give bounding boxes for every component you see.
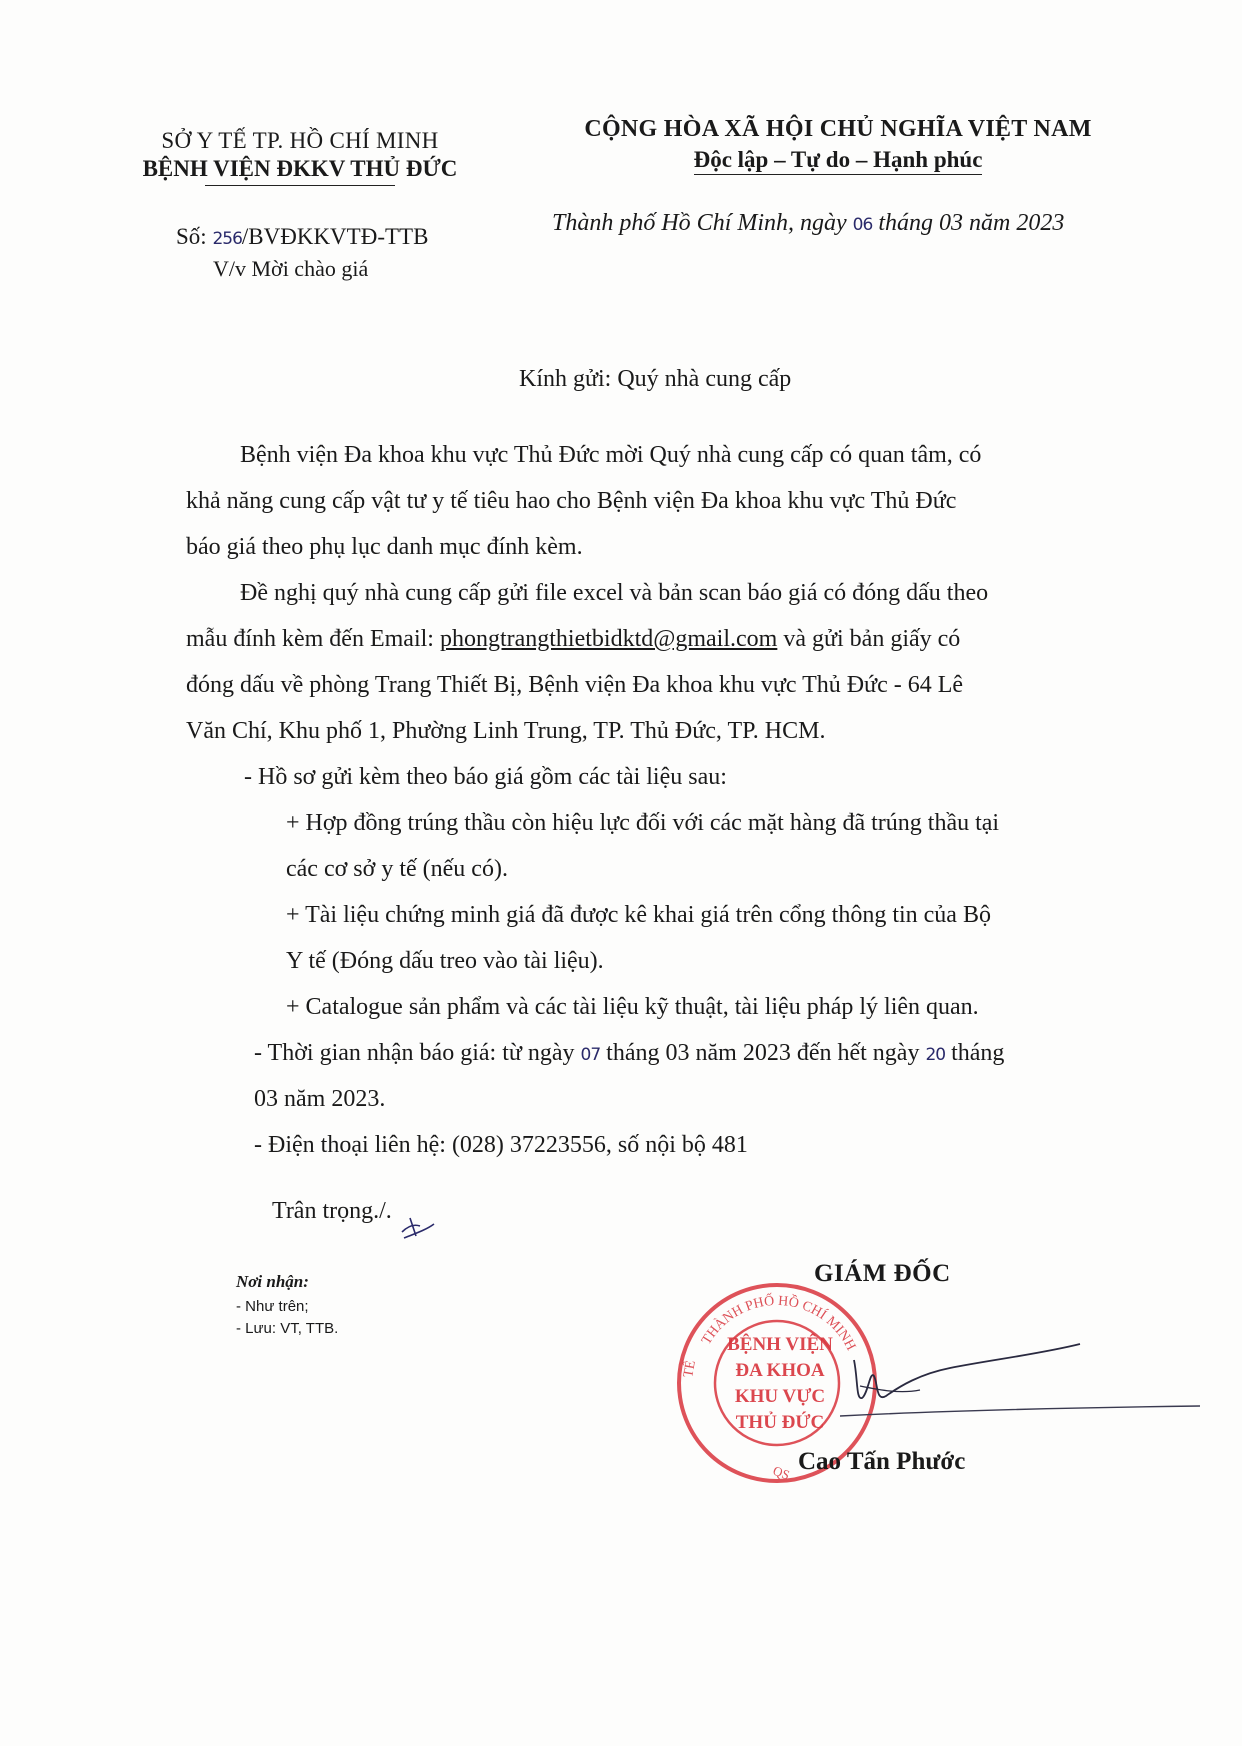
signer-name: Cao Tấn Phước — [798, 1448, 966, 1475]
closing: Trân trọng./. — [272, 1198, 392, 1224]
document-subject: V/v Mời chào giá — [213, 256, 369, 281]
contact-phone: - Điện thoại liên hệ: (028) 37223556, số nội bộ 481 — [254, 1132, 748, 1158]
national-motto: Độc lập – Tự do – Hạnh phúc — [694, 147, 983, 175]
national-heading — [548, 116, 1128, 175]
handwritten-signature-icon — [840, 1320, 1200, 1440]
email-link[interactable]: phongtrangthietbidktd@gmail.com — [439, 626, 778, 652]
body-line: Văn Chí, Khu phố 1, Phường Linh Trung, TP. Thủ Đức, TP. HCM. — [186, 718, 826, 744]
issuer-underline — [205, 185, 395, 186]
attachment-item-cont: các cơ sở y tế (nếu có). — [286, 856, 508, 882]
recipient-item: - Như trên; — [236, 1298, 309, 1315]
seal-text-line: ĐA KHOA — [735, 1360, 825, 1381]
country-name: CỘNG HÒA XÃ HỘI CHỦ NGHĨA VIỆT NAM — [584, 116, 1092, 142]
date-day-handwritten: 06 — [852, 215, 873, 235]
period-middle-text: tháng 03 năm 2023 đến hết ngày — [600, 1040, 926, 1066]
issuer-block — [100, 128, 500, 186]
recipient-item: - Lưu: VT, TTB. — [236, 1320, 339, 1337]
period-tail-text: tháng — [945, 1040, 1005, 1066]
attachment-item: + Catalogue sản phẩm và các tài liệu kỹ thuật, tài liệu pháp lý liên quan. — [286, 994, 979, 1020]
period-start-handwritten: 07 — [580, 1045, 601, 1065]
document-date — [552, 210, 1064, 237]
signer-title: GIÁM ĐỐC — [814, 1260, 951, 1287]
svg-text:QS: QS — [770, 1462, 792, 1483]
greeting: Kính gửi: Quý nhà cung cấp — [519, 366, 792, 392]
document-number-prefix: Số: — [176, 224, 213, 249]
receiving-period-cont: 03 năm 2023. — [254, 1086, 386, 1112]
document-number-handwritten: 256 — [212, 229, 242, 249]
body-line: Bệnh viện Đa khoa khu vực Thủ Đức mời Quý nhà cung cấp có quan tâm, có — [240, 442, 982, 468]
body-line-email — [186, 624, 960, 654]
attachment-item-cont: Y tế (Đóng dấu treo vào tài liệu). — [286, 948, 604, 974]
hospital-name: BỆNH VIỆN ĐKKV THỦ ĐỨC — [142, 156, 458, 181]
body-line: khả năng cung cấp vật tư y tế tiêu hao cho Bệnh viện Đa khoa khu vực Thủ Đức — [186, 488, 957, 514]
recipients-title: Nơi nhận: — [236, 1272, 309, 1291]
date-suffix: tháng 03 năm 2023 — [872, 210, 1065, 236]
body-line: Đề nghị quý nhà cung cấp gửi file excel và bản scan báo giá có đóng dấu theo — [240, 580, 989, 606]
period-lead-text: - Thời gian nhận báo giá: từ ngày — [254, 1040, 581, 1066]
initial-mark-icon — [398, 1212, 438, 1242]
body-line: báo giá theo phụ lục danh mục đính kèm. — [186, 534, 583, 560]
period-end-handwritten: 20 — [925, 1045, 946, 1065]
document-number-suffix: /BVĐKKVTĐ-TTB — [241, 224, 429, 249]
svg-text:THÀNH PHỐ HỒ CHÍ MINH: THÀNH PHỐ HỒ CHÍ MINH — [699, 1293, 859, 1354]
seal-text-line: THỦ ĐỨC — [735, 1412, 825, 1433]
attachment-item: + Tài liệu chứng minh giá đã được kê khai giá trên cổng thông tin của Bộ — [286, 902, 991, 928]
seal-text-line: KHU VỰC — [734, 1386, 826, 1407]
attachment-item: + Hợp đồng trúng thầu còn hiệu lực đối với các mặt hàng đã trúng thầu tại — [286, 810, 1000, 836]
receiving-period — [254, 1038, 1004, 1070]
department-name: SỞ Y TẾ TP. HỒ CHÍ MINH — [161, 128, 439, 153]
email-lead-text: mẫu đính kèm đến Email: — [186, 626, 440, 652]
attachments-heading: - Hồ sơ gửi kèm theo báo giá gồm các tài liệu sau: — [244, 764, 727, 790]
document-number — [176, 224, 428, 250]
svg-text:TẾ: TẾ — [681, 1359, 699, 1379]
body-line: đóng dấu về phòng Trang Thiết Bị, Bệnh viện Đa khoa khu vực Thủ Đức - 64 Lê — [186, 672, 964, 698]
date-prefix: Thành phố Hồ Chí Minh, ngày — [552, 210, 853, 236]
seal-text-line: BỆNH VIỆN — [727, 1334, 833, 1355]
email-tail-text: và gửi bản giấy có — [777, 626, 961, 652]
